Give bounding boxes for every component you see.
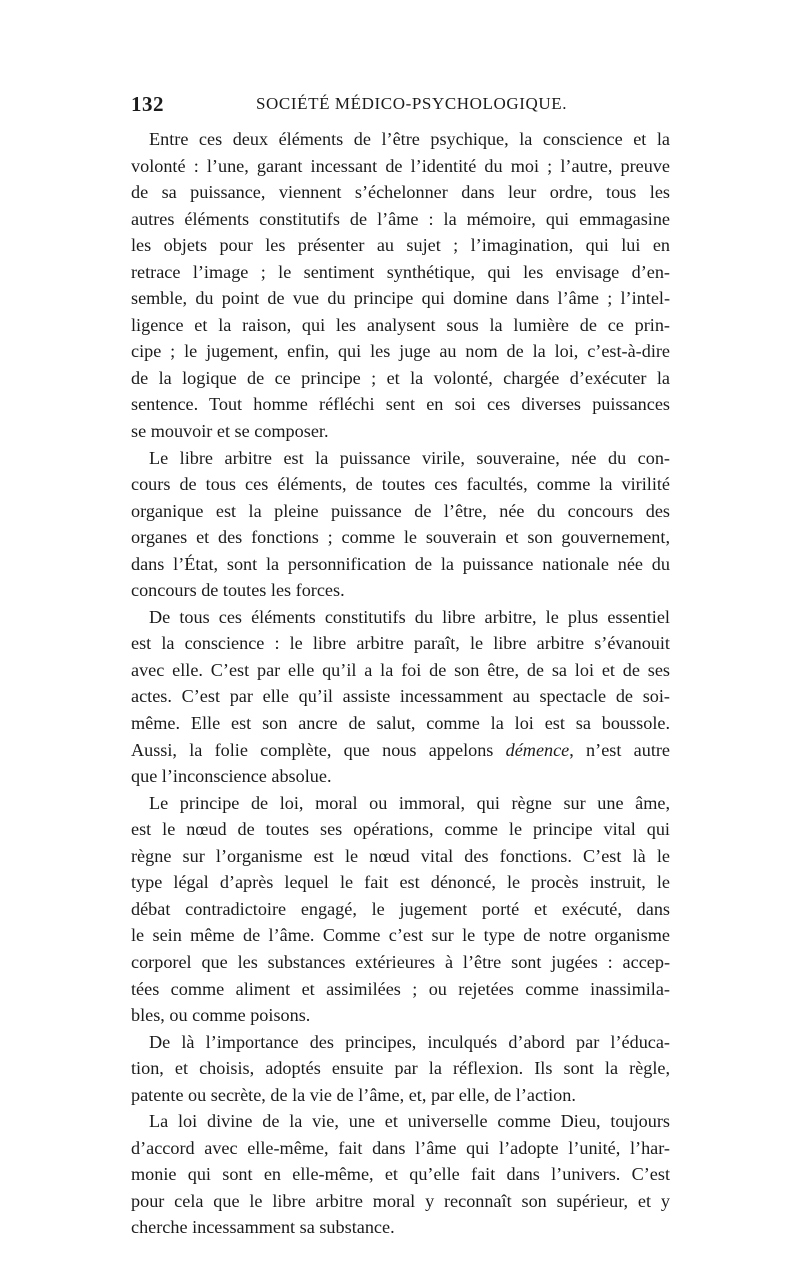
text-line: volonté : l’une, garant incessant de l’identité du moi ; l’autre, preuve xyxy=(131,155,670,176)
text-line: les objets pour les présenter au sujet ; l’imagination, qui lui en xyxy=(131,235,670,256)
text-line: avec elle. C’est par elle qu’il a la foi de son être, de sa loi et de ses xyxy=(131,659,670,680)
text-line: sentence. Tout homme réfléchi sent en soi ces diverses puissances xyxy=(131,394,670,415)
text-line: actes. C’est par elle qu’il assiste incessamment au spectacle de soi- xyxy=(131,686,670,707)
paragraph xyxy=(131,1108,670,1241)
text-line: pour cela que le libre arbitre moral y reconnaît son supérieur, et y xyxy=(131,1190,670,1211)
page-header xyxy=(131,92,670,118)
text-line: Le principe de loi, moral ou immoral, qui règne sur une âme, xyxy=(149,792,670,813)
text-line: se mouvoir et se composer. xyxy=(131,421,329,442)
text-line: type légal d’après lequel le fait est dénoncé, le procès instruit, le xyxy=(131,872,670,893)
text-line: De tous ces éléments constitutifs du libre arbitre, le plus essentiel xyxy=(149,606,670,627)
text-line: organes et des fonctions ; comme le souverain et son gouvernement, xyxy=(131,527,670,548)
text-line: ligence et la raison, qui les analysent sous la lumière de ce prin- xyxy=(131,314,670,335)
text-line: Entre ces deux éléments de l’être psychique, la conscience et la xyxy=(149,129,670,149)
text-line: cipe ; le jugement, enfin, qui les juge au nom de la loi, c’est-à-dire xyxy=(131,341,670,362)
paragraph xyxy=(131,1029,670,1109)
text-line: semble, du point de vue du principe qui domine dans l’âme ; l’intel- xyxy=(131,288,670,309)
text-line: corporel que les substances extérieures à l’être sont jugées : accep- xyxy=(131,951,670,972)
paragraph xyxy=(131,790,670,1029)
text-line: règne sur l’organisme est le nœud vital des fonctions. C’est là le xyxy=(131,845,670,866)
text-line: autres éléments constitutifs de l’âme : la mémoire, qui emmagasine xyxy=(131,208,670,229)
text-line: tées comme aliment et assimilées ; ou rejetées comme inassimila- xyxy=(131,978,670,999)
text-line: De là l’importance des principes, inculqués d’abord par l’éduca- xyxy=(149,1031,670,1052)
text-line: est le nœud de toutes ses opérations, comme le principe vital qui xyxy=(131,819,670,840)
text-line: d’accord avec elle-même, fait dans l’âme qui l’adopte l’unité, l’har- xyxy=(131,1137,670,1158)
italic-word: démence xyxy=(505,739,570,760)
text-line: bles, ou comme poisons. xyxy=(131,1005,311,1026)
text-line: dans l’État, sont la personnification de la puissance nationale née du xyxy=(131,553,670,574)
text-line: débat contradictoire engagé, le jugement porté et exécuté, dans xyxy=(131,898,670,919)
paragraph xyxy=(131,126,670,445)
text-line: retrace l’image ; le sentiment synthétique, qui les envisage d’en- xyxy=(131,261,670,282)
text-line: monie qui sont en elle-même, et qu’elle fait dans l’univers. C’est xyxy=(131,1164,670,1185)
paragraph xyxy=(131,604,670,790)
text-line: est la conscience : le libre arbitre paraît, le libre arbitre s’évanouit xyxy=(131,633,670,654)
text-line: Le libre arbitre est la puissance virile, souveraine, née du con- xyxy=(149,447,670,468)
text-line: même. Elle est son ancre de salut, comme la loi est sa boussole. xyxy=(131,713,670,734)
body-text xyxy=(131,126,670,1241)
text-line: le sein même de l’âme. Comme c’est sur le type de notre organisme xyxy=(131,925,670,946)
page-number: 132 xyxy=(131,92,164,116)
text-line: La loi divine de la vie, une et universelle comme Dieu, toujours xyxy=(149,1111,670,1132)
text-line: cours de tous ces éléments, de toutes ces facultés, comme la virilité xyxy=(131,474,670,495)
text-line: organique est la pleine puissance de l’être, née du concours des xyxy=(131,500,670,521)
text-line: patente ou secrète, de la vie de l’âme, et, par elle, de l’action. xyxy=(131,1084,576,1105)
text-line: tion, et choisis, adoptés ensuite par la réflexion. Ils sont la règle, xyxy=(131,1058,670,1079)
text-line: que l’inconscience absolue. xyxy=(131,766,332,787)
paragraph xyxy=(131,445,670,604)
running-head: SOCIÉTÉ MÉDICO-PSYCHOLOGIQUE. xyxy=(256,94,568,113)
text-line: cherche incessamment sa substance. xyxy=(131,1217,395,1238)
text-line: de la logique de ce principe ; et la volonté, chargée d’exécuter la xyxy=(131,367,670,388)
text-line: concours de toutes les forces. xyxy=(131,580,345,601)
text-line: Aussi, la folie complète, que nous appelons démence, n’est autre xyxy=(131,739,671,760)
text-line: de sa puissance, viennent s’échelonner dans leur ordre, tous les xyxy=(131,182,670,203)
